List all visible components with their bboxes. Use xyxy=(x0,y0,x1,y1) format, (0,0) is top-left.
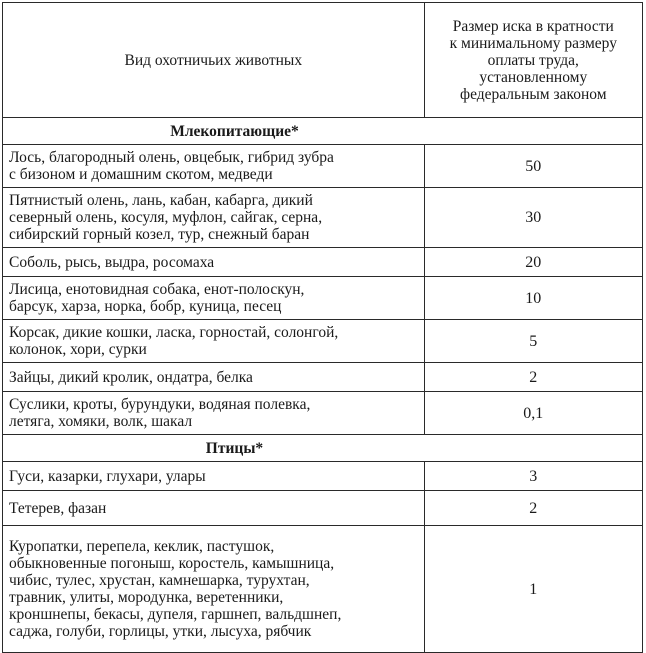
section-title-text: Птицы* xyxy=(205,439,264,457)
animals-line: Корсак, дикие кошки, ласка, горностай, солонгой, xyxy=(9,324,339,341)
animals-line: обыкновенные погоныш, коростель, камышница, xyxy=(9,555,335,572)
animals-line: Лось, благородный олень, овцебык, гибрид зубра xyxy=(9,149,334,166)
table-row xyxy=(3,392,643,435)
value-cell: 3 xyxy=(424,462,642,491)
animals-line: Соболь, рысь, выдра, росомаха xyxy=(9,253,215,271)
animals-line: кроншнепы, бекасы, дупеля, гаршнеп, вальдшнеп, xyxy=(9,606,342,623)
section-row-birds xyxy=(3,435,643,462)
animals-cell xyxy=(3,188,425,248)
section-title xyxy=(3,118,643,145)
table-row xyxy=(3,145,643,188)
animals-cell xyxy=(3,491,425,526)
animals-cell xyxy=(3,145,425,188)
header-line: установленному xyxy=(479,68,588,86)
section-title xyxy=(3,435,643,462)
value-cell: 2 xyxy=(424,363,642,392)
animals-line: Куропатки, перепела, кеклик, пастушок, xyxy=(9,538,275,555)
value-cell: 30 xyxy=(424,188,642,248)
animals-line: летяга, хомяки, волк, шакал xyxy=(9,413,193,430)
animals-cell xyxy=(3,248,425,277)
section-title-text: Млекопитающие* xyxy=(170,122,299,140)
table-row xyxy=(3,526,643,653)
header-line: федеральным законом xyxy=(460,85,607,103)
animals-cell xyxy=(3,363,425,392)
header-line: оплаты труда, xyxy=(487,51,579,69)
table-row xyxy=(3,320,643,363)
table-row xyxy=(3,462,643,491)
table-row xyxy=(3,491,643,526)
animals-cell xyxy=(3,320,425,363)
animals-line: травник, улиты, мородунка, веретенники, xyxy=(9,589,284,606)
value-cell: 5 xyxy=(424,320,642,363)
value-cell: 2 xyxy=(424,491,642,526)
animals-line: Пятнистый олень, лань, кабан, кабарга, дикий xyxy=(9,192,313,209)
header-line: Размер иска в кратности xyxy=(452,17,614,35)
animals-cell xyxy=(3,277,425,320)
animals-line: Суслики, кроты, бурундуки, водяная полевка, xyxy=(9,396,311,413)
table-row xyxy=(3,188,643,248)
value-cell: 50 xyxy=(424,145,642,188)
header-claim-size xyxy=(424,3,642,118)
table-row xyxy=(3,363,643,392)
animals-line: сибирский горный козел, тур, снежный баран xyxy=(9,226,310,243)
value-cell: 20 xyxy=(424,248,642,277)
animals-cell xyxy=(3,392,425,435)
table-row xyxy=(3,277,643,320)
animals-line: Гуси, казарки, глухари, улары xyxy=(9,467,206,485)
animals-line: Тетерев, фазан xyxy=(9,499,107,517)
table-row xyxy=(3,248,643,277)
section-row-mammals xyxy=(3,118,643,145)
animals-line: Зайцы, дикий кролик, ондатра, белка xyxy=(9,368,253,386)
animals-line: с бизоном и домашним скотом, медведи xyxy=(9,166,273,183)
value-cell: 1 xyxy=(424,526,642,653)
value-cell: 10 xyxy=(424,277,642,320)
animals-cell xyxy=(3,526,425,653)
header-animal-type: Вид охотничьих животных xyxy=(3,3,425,118)
animals-line: северный олень, косуля, муфлон, сайгак, серна, xyxy=(9,209,323,226)
header-line: к минимальному размеру xyxy=(449,34,617,52)
animals-line: колонок, хори, сурки xyxy=(9,341,147,358)
value-cell: 0,1 xyxy=(424,392,642,435)
animals-line: Лисица, енотовидная собака, енот-полоскун, xyxy=(9,281,305,298)
animals-line: барсук, харза, норка, бобр, куница, песец xyxy=(9,298,282,315)
hunting-damages-table xyxy=(2,2,643,653)
animals-line: саджа, голуби, горлицы, утки, лысуха, рябчик xyxy=(9,623,312,640)
animals-line: чибис, тулес, хрустан, камнешарка, турухтан, xyxy=(9,572,310,589)
header-row xyxy=(3,3,643,118)
animals-cell xyxy=(3,462,425,491)
